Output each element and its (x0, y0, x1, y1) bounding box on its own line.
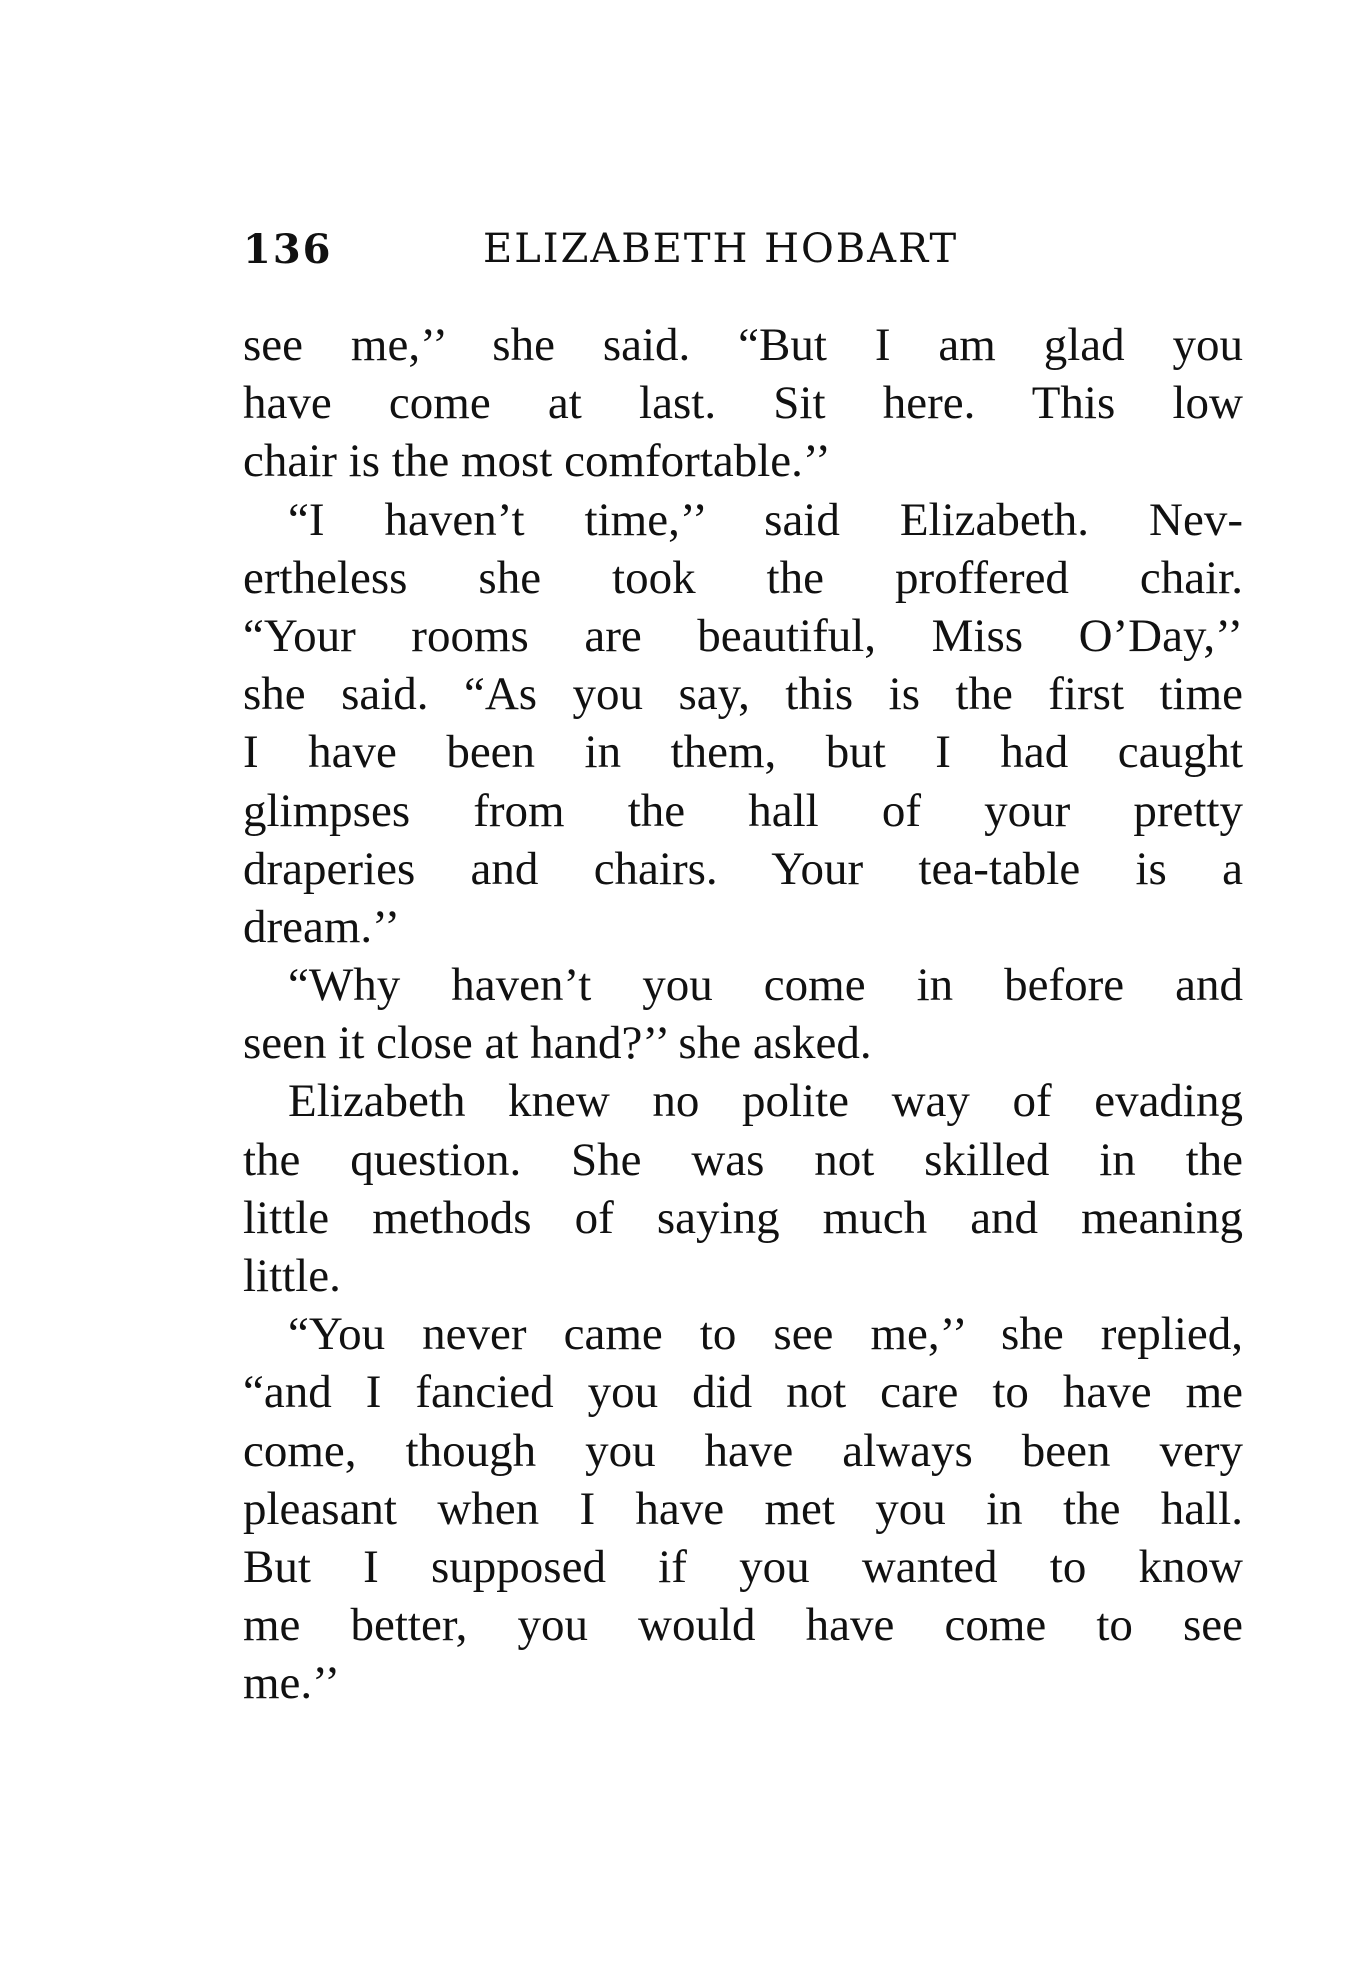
page-number: 136 (243, 226, 333, 273)
text-line: pleasant when I have met you in the hall. (243, 1482, 1243, 1535)
text-line: me better, you would have come to see (243, 1599, 1243, 1652)
text-line: have come at last. Sit here. This low (243, 377, 1243, 430)
text-line: But I supposed if you wanted to know (243, 1540, 1243, 1593)
text-line: draperies and chairs. Your tea-table is a (243, 842, 1243, 895)
body-text (243, 316, 1243, 1713)
text-line: Elizabeth knew no polite way of evading (288, 1075, 1243, 1128)
text-line: the question. She was not skilled in the (243, 1133, 1243, 1186)
text-line: “and I fancied you did not care to have me (243, 1366, 1243, 1419)
text-line: little methods of saying much and meaning (243, 1191, 1243, 1244)
text-line: seen it close at hand?’’ she asked. (243, 1017, 872, 1070)
running-title: ELIZABETH HOBART (483, 226, 959, 272)
text-line: she said. “As you say, this is the first time (243, 668, 1243, 721)
text-line: dream.’’ (243, 900, 400, 953)
text-line: “You never came to see me,’’ she replied, (288, 1308, 1243, 1361)
text-line: glimpses from the hall of your pretty (243, 784, 1243, 837)
text-line: me.’’ (243, 1657, 340, 1710)
text-line: “I haven’t time,’’ said Elizabeth. Nev- (288, 493, 1243, 546)
text-line: “Your rooms are beautiful, Miss O’Day,’’ (243, 609, 1243, 662)
running-head (243, 226, 1243, 286)
text-line: little. (243, 1250, 341, 1302)
text-line: come, though you have always been very (243, 1424, 1243, 1477)
text-line: chair is the most comfortable.’’ (243, 435, 831, 488)
text-line: ertheless she took the proffered chair. (243, 551, 1243, 604)
text-line: see me,’’ she said. “But I am glad you (243, 319, 1243, 371)
text-line: “Why haven’t you come in before and (288, 959, 1243, 1012)
text-line: I have been in them, but I had caught (243, 726, 1243, 779)
